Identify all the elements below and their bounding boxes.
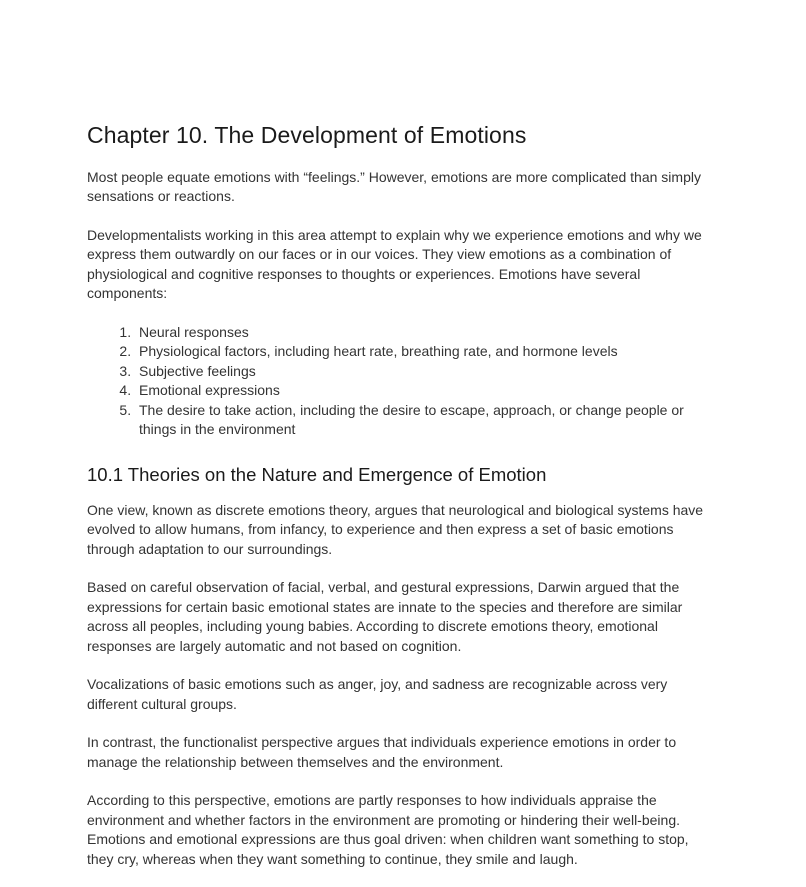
section-paragraph-2: Based on careful observation of facial, verbal, and gestural expressions, Darwin argued that the expressions for certain basic emotional states are innate to the species and therefore are similar across all peoples, including young babies. According to discrete emotions theory, emotional responses are largely automatic and not based on cognition. [87, 579, 683, 654]
intro-paragraph-1: Most people equate emotions with “feelings.” However, emotions are more complicated than simply sensations or reactions. [87, 168, 701, 205]
components-list [87, 323, 711, 440]
section-paragraph-5: According to this perspective, emotions are partly responses to how individuals appraise the environment and whether factors in the environment are promoting or hindering their well-being. Emotions and emotional expressions are thus goal driven: when children want something to stop, they cry, whereas when they want something to continue, they smile and laugh. [87, 792, 689, 867]
list-item-subjective-feelings: 3. Subjective feelings [135, 362, 711, 382]
list-item-neural-responses: 1. Neural responses [135, 323, 711, 343]
section-heading-10-1: 10.1 Theories on the Nature and Emergence of Emotion [87, 463, 547, 485]
chapter-title: Chapter 10. The Development of Emotions [87, 122, 527, 148]
list-item-desire-to-take-action: 5. The desire to take action, including the desire to escape, approach, or change people or things in the environment [135, 401, 711, 440]
section-paragraph-4: In contrast, the functionalist perspective argues that individuals experience emotions in order to manage the relationship between themselves and the environment. [87, 734, 677, 770]
list-item-emotional-expressions: 4. Emotional expressions [135, 381, 711, 401]
section-paragraph-1: One view, known as discrete emotions theory, argues that neurological and biological systems have evolved to allow humans, from infancy, to experience and then express a set of basic emotions through adaptation to our surroundings. [87, 501, 704, 557]
section-paragraph-3: Vocalizations of basic emotions such as anger, joy, and sadness are recognizable across very different cultural groups. [87, 676, 668, 712]
list-item-physiological-factors: 2. Physiological factors, including heart rate, breathing rate, and hormone levels [135, 342, 711, 362]
intro-paragraph-2: Developmentalists working in this area attempt to explain why we experience emotions and why we express them outwardly on our faces or in our voices. They view emotions as a combination of physiological and cognitive responses to thoughts or experiences. Emotions have several components: [87, 226, 702, 302]
